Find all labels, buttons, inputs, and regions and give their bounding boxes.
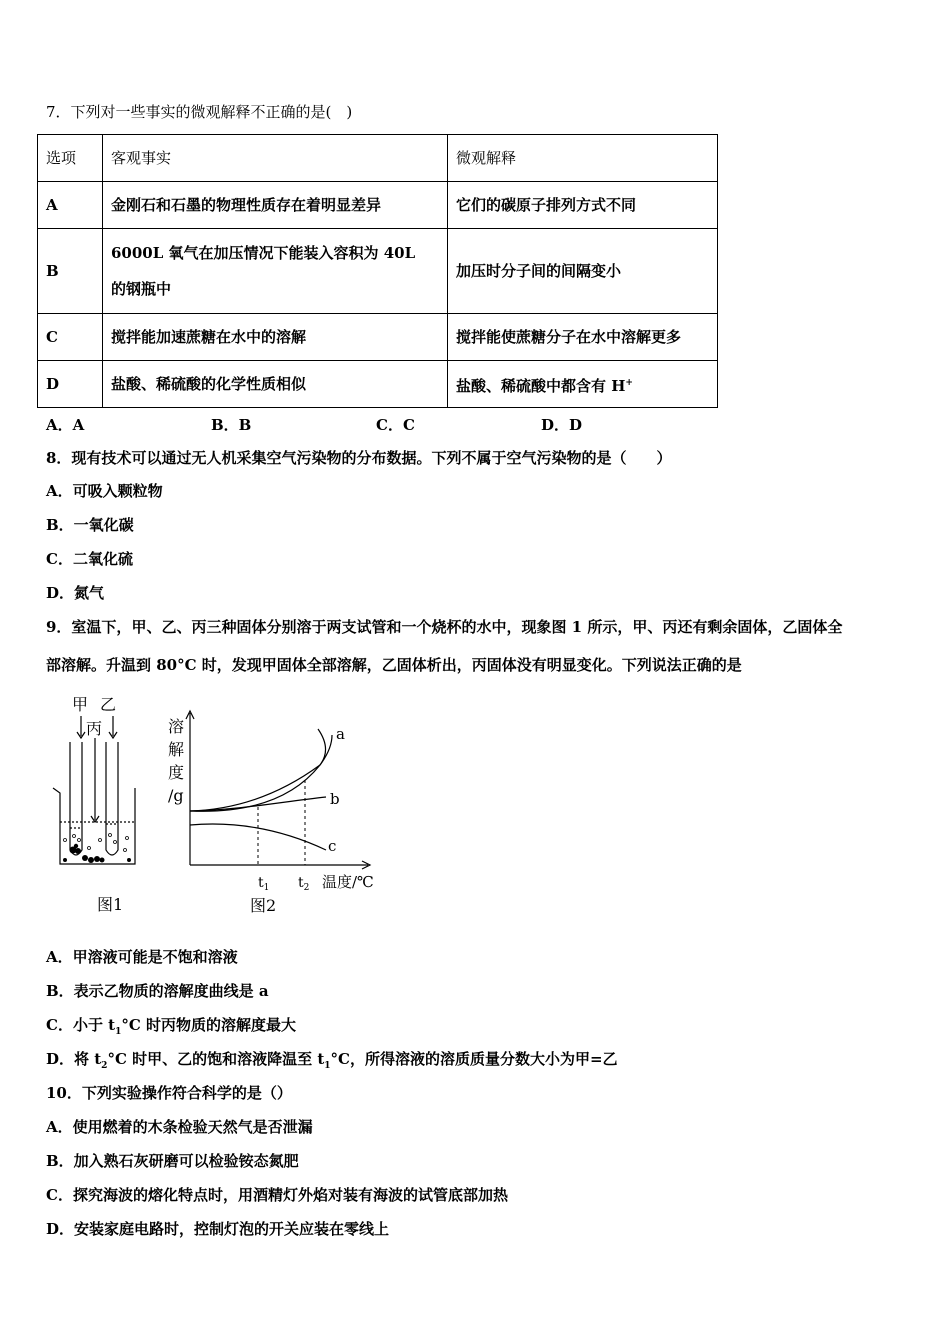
q10-option-c[interactable]: C．探究海波的熔化特点时，用酒精灯外焰对装有海波的试管底部加热 bbox=[46, 1186, 508, 1204]
row-fact: 盐酸、稀硫酸的化学性质相似 bbox=[103, 361, 448, 408]
q7-choice-b[interactable]: B．B bbox=[211, 416, 252, 434]
table-row bbox=[38, 314, 718, 361]
q9-option-b[interactable]: B．表示乙物质的溶解度曲线是 a bbox=[46, 982, 269, 1000]
y-label-char: 溶 bbox=[168, 717, 185, 736]
q7-choice-c[interactable]: C．C bbox=[376, 416, 415, 434]
q7-choice-d[interactable]: D．D bbox=[541, 416, 583, 434]
q9-option-d-text: °C，所得溶液的溶质质量分数大小为甲=乙 bbox=[330, 1050, 618, 1068]
row-option: B bbox=[38, 229, 103, 314]
header-option: 选项 bbox=[38, 135, 103, 182]
q8-stem: 8．现有技术可以通过无人机采集空气污染物的分布数据。下列不属于空气污染物的是（ ） bbox=[46, 449, 672, 467]
y-label-char: 解 bbox=[168, 740, 185, 759]
table-row bbox=[38, 182, 718, 229]
curve-label-c: c bbox=[328, 837, 337, 855]
row-fact bbox=[103, 229, 448, 314]
q9-option-d[interactable] bbox=[46, 1049, 618, 1076]
figure2-caption: 图2 bbox=[250, 896, 277, 915]
q9-option-c-text: C．小于 t bbox=[46, 1016, 116, 1034]
row-option: A bbox=[38, 182, 103, 229]
header-explanation: 微观解释 bbox=[448, 135, 718, 182]
q10-option-d[interactable]: D．安装家庭电路时，控制灯泡的开关应装在零线上 bbox=[46, 1220, 390, 1238]
q8-option-a[interactable]: A．可吸入颗粒物 bbox=[46, 482, 163, 500]
q7-choice-a[interactable]: A．A bbox=[46, 416, 85, 434]
curve-label-a: a bbox=[336, 725, 345, 743]
figure1-caption: 图1 bbox=[97, 895, 124, 914]
row-explanation: 它们的碳原子排列方式不同 bbox=[448, 182, 718, 229]
row-fact: 金刚石和石墨的物理性质存在着明显差异 bbox=[103, 182, 448, 229]
x-axis-label: 温度/℃ bbox=[322, 873, 374, 891]
table-row bbox=[38, 229, 718, 314]
t2-label: $t_2$ bbox=[298, 875, 310, 893]
y-axis-label bbox=[168, 717, 184, 805]
row-explanation bbox=[448, 361, 718, 408]
row-explanation: 搅拌能使蔗糖分子在水中溶解更多 bbox=[448, 314, 718, 361]
subscript: 1 bbox=[115, 1027, 122, 1037]
q7-stem: 7．下列对一些事实的微观解释不正确的是( ) bbox=[46, 103, 353, 121]
table-header-row bbox=[38, 135, 718, 182]
row-fact-line2: 的钢瓶中 bbox=[111, 280, 172, 298]
q9-option-c[interactable] bbox=[46, 1015, 296, 1042]
header-fact: 客观事实 bbox=[103, 135, 448, 182]
q9-option-d-text: D．将 t bbox=[46, 1050, 102, 1068]
q9-option-c-text: °C 时丙物质的溶解度最大 bbox=[121, 1016, 297, 1034]
q7-choices bbox=[46, 414, 746, 434]
q8-option-c[interactable]: C．二氧化硫 bbox=[46, 550, 133, 568]
q9-stem-line1: 9．室温下，甲、乙、丙三种固体分别溶于两支试管和一个烧杯的水中，现象图 1 所示，甲、丙还有剩余固体，乙固体全 bbox=[46, 618, 843, 636]
q8-option-d[interactable]: D．氮气 bbox=[46, 584, 105, 602]
subscript: 2 bbox=[101, 1061, 108, 1071]
curve-label-b: b bbox=[330, 790, 340, 808]
figure1-beaker bbox=[45, 690, 155, 920]
row-explanation-text: 盐酸、稀硫酸中都含有 H bbox=[456, 376, 626, 395]
row-fact: 搅拌能加速蔗糖在水中的溶解 bbox=[103, 314, 448, 361]
q9-option-a[interactable]: A．甲溶液可能是不饱和溶液 bbox=[46, 948, 238, 966]
figure2-solubility-chart bbox=[160, 705, 390, 920]
q10-option-a[interactable]: A．使用燃着的木条检验天然气是否泄漏 bbox=[46, 1118, 313, 1136]
q8-option-b[interactable]: B．一氧化碳 bbox=[46, 516, 134, 534]
q10-option-b[interactable]: B．加入熟石灰研磨可以检验铵态氮肥 bbox=[46, 1152, 299, 1170]
q9-stem-line2: 部溶解。升温到 80°C 时，发现甲固体全部溶解，乙固体析出，丙固体没有明显变化。下列说法正确的是 bbox=[46, 656, 742, 674]
superscript-plus: + bbox=[625, 377, 633, 388]
t1-label: $t_1$ bbox=[258, 875, 270, 893]
y-label-char: /g bbox=[168, 786, 184, 805]
row-option: C bbox=[38, 314, 103, 361]
q10-stem: 10．下列实验操作符合科学的是（） bbox=[46, 1084, 292, 1102]
label-bing: 丙 bbox=[86, 719, 103, 738]
q7-table bbox=[37, 134, 718, 408]
subscript: 1 bbox=[324, 1061, 331, 1071]
q9-option-d-text: °C 时甲、乙的饱和溶液降温至 t bbox=[107, 1050, 325, 1068]
solid-particles bbox=[63, 844, 131, 863]
row-explanation: 加压时分子间的间隔变小 bbox=[448, 229, 718, 314]
label-jia: 甲 bbox=[72, 695, 89, 714]
y-label-char: 度 bbox=[168, 763, 185, 782]
table-row bbox=[38, 361, 718, 408]
row-fact-line1: 6000L 氧气在加压情况下能装入容积为 40L bbox=[111, 244, 416, 262]
label-yi: 乙 bbox=[100, 695, 117, 714]
row-option: D bbox=[38, 361, 103, 408]
